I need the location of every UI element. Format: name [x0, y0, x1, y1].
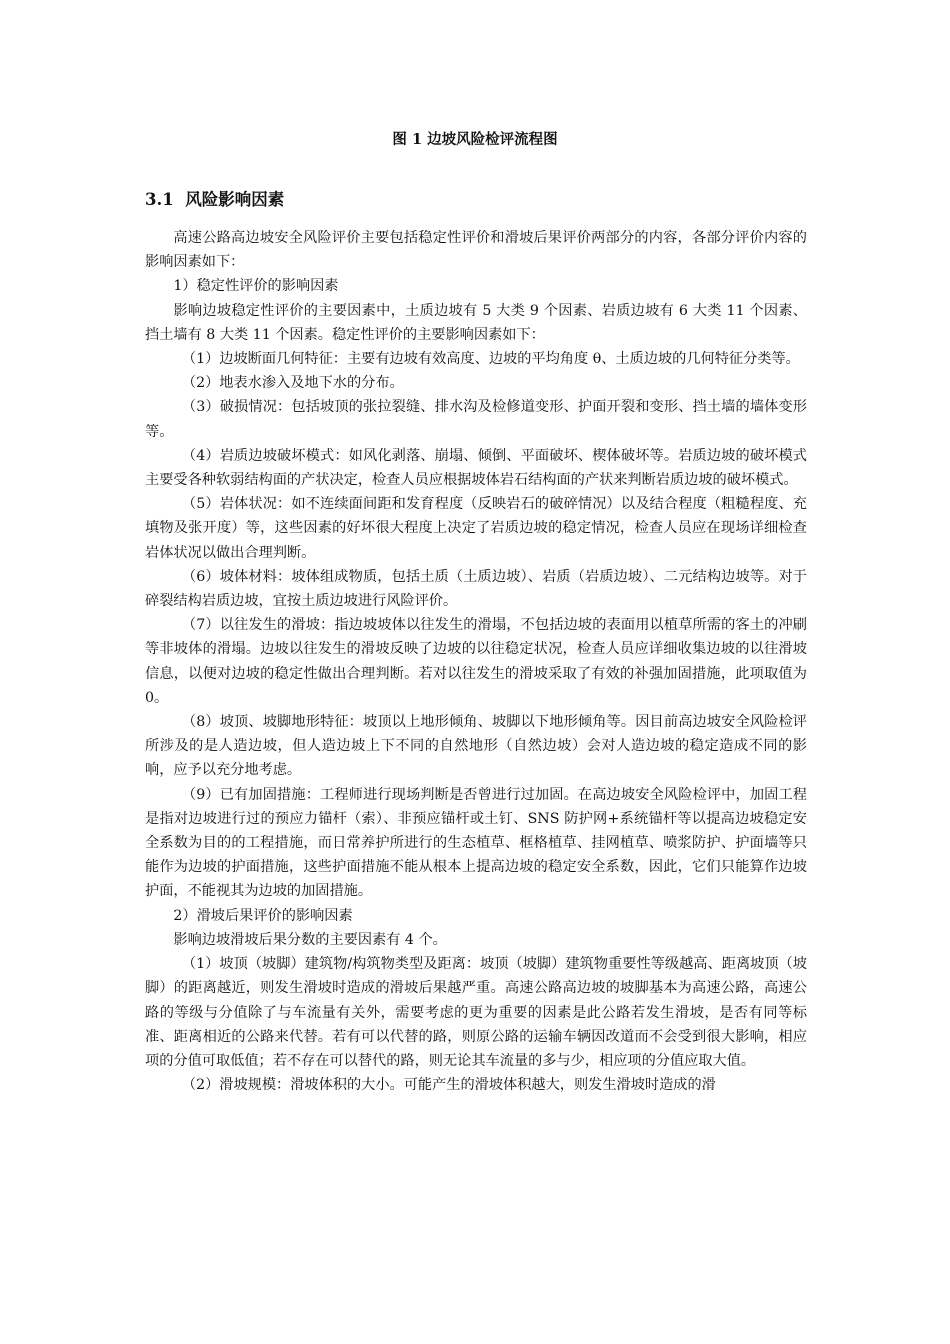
- list-item-stability-9: （9）已有加固措施：工程师进行现场判断是否曾进行过加固。在高边坡安全风险检评中，加固工程是指对边坡进行过的预应力锚杆（索）、非预应锚杆或土钉、SNS 防护网+系统锚杆等以提高边坡稳定安全系数为目的的工程措施，而日常养护所进行的生态植草、框格植草、挂网植草、喷浆防护、护面墙等只能作为边坡的护面措施，这些护面措施不能从根本上提高边坡的稳定安全系数，因此，它们只能算作边坡护面，不能视其为边坡的加固措施。: [145, 786, 807, 900]
- figure-caption: 图 1 边坡风险检评流程图: [392, 131, 558, 148]
- list-item-stability-7: （7）以往发生的滑坡：指边坡坡体以往发生的滑塌，不包括边坡的表面用以植草所需的客土的冲刷等非坡体的滑塌。边坡以往发生的滑坡反映了边坡的以往稳定状况，检查人员应详细收集边坡的以往滑坡信息，以便对边坡的稳定性做出合理判断。若对以往发生的滑坡采取了有效的补强加固措施，此项取值为 0。: [145, 617, 807, 706]
- list-item-stability-5: （5）岩体状况：如不连续面间距和发育程度（反映岩石的破碎情况）以及结合程度（粗糙程度、充填物及张开度）等，这些因素的好坏很大程度上决定了岩质边坡的稳定情况，检查人员应在现场详细检查岩体状况以做出合理判断。: [145, 496, 807, 561]
- list-item-stability-1: （1）边坡断面几何特征：主要有边坡有效高度、边坡的平均角度 θ、土质边坡的几何特征分类等。: [181, 351, 800, 368]
- paragraph-consequence-factors: 影响边坡滑坡后果分数的主要因素有 4 个。: [173, 931, 447, 948]
- list-item-stability-6: （6）坡体材料：坡体组成物质，包括土质（土质边坡）、岩质（岩质边坡）、二元结构边坡等。对于碎裂结构岩质边坡，宜按土质边坡进行风险评价。: [145, 568, 807, 610]
- list-item-stability-8: （8）坡顶、坡脚地形特征：坡顶以上地形倾角、坡脚以下地形倾角等。因目前高边坡安全风险检评所涉及的是人造边坡，但人造边坡上下不同的自然地形（自然边坡）会对人造边坡的稳定造成不同的影响，应予以充分地考虑。: [145, 714, 807, 779]
- section-title: 风险影响因素: [185, 190, 285, 209]
- paragraph-intro: 高速公路高边坡安全风险评价主要包括稳定性评价和滑坡后果评价两部分的内容，各部分评价内容的影响因素如下：: [145, 230, 807, 271]
- subheading-stability: 1）稳定性评价的影响因素: [173, 278, 339, 295]
- list-item-stability-3: （3）破损情况：包括坡顶的张拉裂缝、排水沟及检修道变形、护面开裂和变形、挡土墙的墙体变形等。: [145, 399, 807, 440]
- section-number: 3.1: [145, 190, 174, 209]
- list-item-consequence-1: （1）坡顶（坡脚）建筑物/构筑物类型及距离：坡顶（坡脚）建筑物重要性等级越高、距离坡顶（坡脚）的距离越近，则发生滑坡时造成的滑坡后果越严重。高速公路高边坡的坡脚基本为高速公路，高速公路的等级与分值除了与车流量有关外，需要考虑的更为重要的因素是此公路若发生滑坡，是否有同等标准、距离相近的公路来代替。若有可以代替的路，则原公路的运输车辆因改道而不会受到很大影响，相应项的分值可取低值；若不存在可以替代的路，则无论其车流量的多与少，相应项的分值应取大值。: [145, 956, 807, 1069]
- body-text: [145, 226, 807, 1097]
- subheading-consequence: 2）滑坡后果评价的影响因素: [173, 907, 353, 924]
- list-item-consequence-2: （2）滑坡规模：滑坡体积的大小。可能产生的滑坡体积越大，则发生滑坡时造成的滑: [181, 1077, 716, 1094]
- list-item-stability-4: （4）岩质边坡破坏模式：如风化剥落、崩塌、倾倒、平面破坏、楔体破坏等。岩质边坡的破坏模式主要受各种软弱结构面的产状决定，检查人员应根据坡体岩石结构面的产状来判断岩质边坡的破坏模式。: [145, 447, 807, 489]
- section-heading: [145, 188, 284, 212]
- list-item-stability-2: （2）地表水渗入及地下水的分布。: [181, 375, 404, 392]
- paragraph-stability-factors: 影响边坡稳定性评价的主要因素中，土质边坡有 5 大类 9 个因素、岩质边坡有 6 大类 11 个因素、挡土墙有 8 大类 11 个因素。稳定性评价的主要影响因素如下：: [145, 302, 807, 343]
